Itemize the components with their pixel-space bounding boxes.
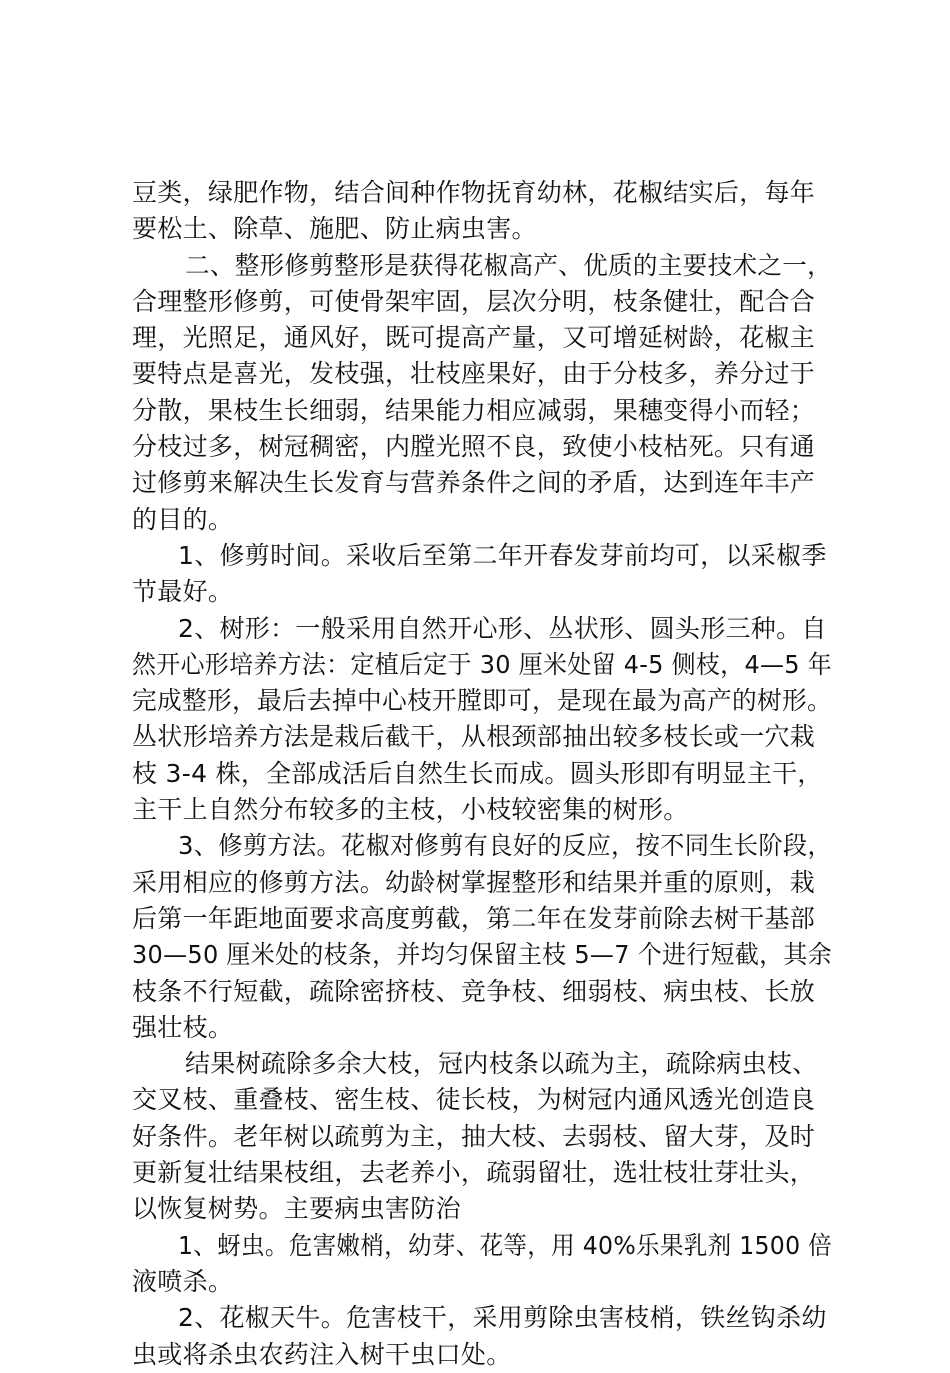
- text-line: 节最好。: [132, 577, 234, 607]
- text-line: 好条件。老年树以疏剪为主，抽大枝、去弱枝、留大芽，及时: [132, 1121, 816, 1151]
- text-line: 完成整形，最后去掉中心枝开膛即可，是现在最为高产的树形。: [132, 686, 832, 716]
- numbered-item-line: 1、修剪时间。采收后至第二年开春发芽前均可，以采椒季: [178, 540, 827, 570]
- text-line: 要松土、除草、施肥、防止病虫害。: [132, 214, 537, 244]
- numbered-item-line: 2、树形：一般采用自然开心形、丛状形、圆头形三种。自: [178, 613, 827, 643]
- text-line: 丛状形培养方法是栽后截干，从根颈部抽出较多枝长或一穴栽: [132, 722, 816, 752]
- text-line: 强壮枝。: [132, 1012, 234, 1042]
- text-line: 以恢复树势。主要病虫害防治: [132, 1194, 461, 1224]
- document-body: [132, 175, 832, 1373]
- paragraph-start-line: 结果树疏除多余大枝，冠内枝条以疏为主，疏除病虫枝、: [185, 1049, 818, 1079]
- text-line: 理，光照足，通风好，既可提高产量，又可增延树龄，花椒主: [132, 323, 816, 353]
- text-line: 豆类，绿肥作物，结合间种作物抚育幼林，花椒结实后，每年: [132, 178, 816, 207]
- text-line: 过修剪来解决生长发育与营养条件之间的矛盾，达到连年丰产: [132, 468, 816, 498]
- text-line: 枝 3-4 株，全部成活后自然生长而成。圆头形即有明显主干，: [132, 758, 823, 788]
- text-line: 然开心形培养方法：定植后定于 30 厘米处留 4-5 侧枝，4—5 年: [132, 649, 832, 679]
- numbered-item-line: 3、修剪方法。花椒对修剪有良好的反应，按不同生长阶段，: [178, 831, 832, 861]
- text-line: 虫或将杀虫农药注入树干虫口处。: [132, 1339, 512, 1369]
- text-line: 主干上自然分布较多的主枝，小枝较密集的树形。: [132, 795, 689, 825]
- text-line: 交叉枝、重叠枝、密生枝、徒长枝，为树冠内通风透光创造良: [132, 1085, 816, 1115]
- text-line: 合理整形修剪，可使骨架牢固，层次分明，枝条健壮，配合合: [132, 286, 816, 316]
- text-line: 更新复壮结果枝组，去老养小，疏弱留壮，选壮枝壮芽壮头，: [132, 1158, 816, 1188]
- text-line: 的目的。: [132, 504, 234, 534]
- text-line: 分散，果枝生长细弱，结果能力相应减弱，果穗变得小而轻；: [132, 395, 816, 425]
- text-line: 要特点是喜光，发枝强，壮枝座果好，由于分枝多，养分过于: [132, 359, 816, 389]
- text-line: 后第一年距地面要求高度剪截，第二年在发芽前除去树干基部: [132, 903, 816, 933]
- section-heading-line: 二、整形修剪整形是获得花椒高产、优质的主要技术之一，: [185, 250, 832, 280]
- numbered-item-line: 2、花椒天牛。危害枝干，采用剪除虫害枝梢，铁丝钩杀幼: [178, 1303, 827, 1333]
- text-line: 液喷杀。: [132, 1266, 234, 1296]
- text-line: 分枝过多，树冠稠密，内膛光照不良，致使小枝枯死。只有通: [132, 432, 816, 462]
- text-line: 枝条不行短截，疏除密挤枝、竞争枝、细弱枝、病虫枝、长放: [132, 976, 816, 1006]
- text-line: 30—50 厘米处的枝条，并均匀保留主枝 5—7 个进行短截，其余: [132, 940, 832, 970]
- text-line: 采用相应的修剪方法。幼龄树掌握整形和结果并重的原则，栽: [132, 867, 816, 897]
- numbered-item-line: 1、蚜虫。危害嫩梢，幼芽、花等，用 40%乐果乳剂 1500 倍: [178, 1230, 832, 1260]
